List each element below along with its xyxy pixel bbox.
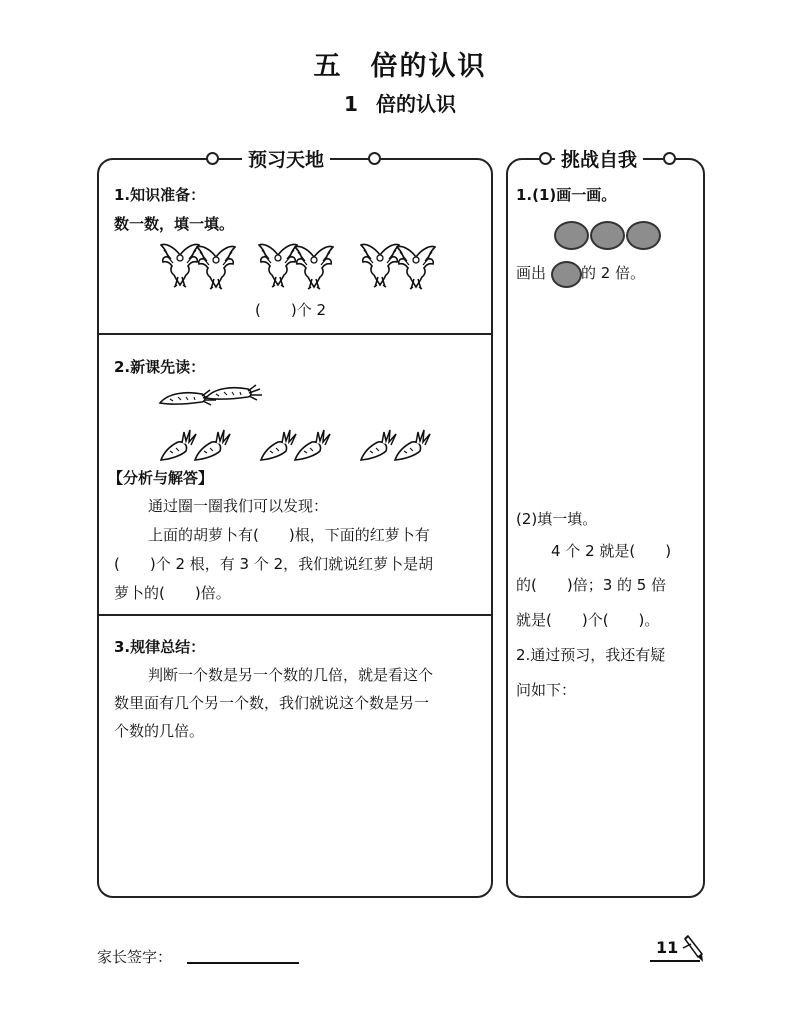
challenge-q2-title: (2)填一填。 <box>516 510 598 528</box>
fill-line[interactable]: 就是( )个( )。 <box>516 611 660 629</box>
section1-instruction: 数一数，填一填。 <box>114 215 235 233</box>
preview-header: 预习天地 <box>242 145 330 172</box>
header-dot-icon <box>663 152 676 165</box>
section1-blank[interactable]: ( )个 2 <box>255 301 327 319</box>
challenge-header: 挑战自我 <box>555 145 643 172</box>
radish-pair-icon <box>358 424 438 464</box>
fill-line[interactable]: 的( )倍；3 的 5 倍 <box>516 576 667 594</box>
analysis-line: 通过圈一圈我们可以发现： <box>148 497 329 515</box>
draw-prefix: 画出 <box>516 264 547 282</box>
analysis-label: 【分析与解答】 <box>108 469 214 487</box>
challenge-q1-title: 1.(1)画一画。 <box>516 186 617 204</box>
carrot-icon <box>204 383 264 405</box>
section-divider <box>97 614 493 616</box>
page-number: 11 <box>656 938 679 957</box>
bird-pair-icon <box>258 240 338 294</box>
question-line: 2.通过预习，我还有疑 <box>516 646 666 664</box>
header-dot-icon <box>206 152 219 165</box>
analysis-line[interactable]: ( )个 2 根，有 3 个 2，我们就说红萝卜是胡 <box>114 555 434 573</box>
header-dot-icon <box>368 152 381 165</box>
rule-line: 个数的几倍。 <box>114 722 205 740</box>
analysis-line[interactable]: 上面的胡萝卜有( )根，下面的红萝卜有 <box>148 526 430 544</box>
gray-circle-icon <box>626 221 661 250</box>
analysis-line[interactable]: 萝卜的( )倍。 <box>114 584 231 602</box>
gray-circle-icon <box>551 261 582 288</box>
draw-suffix: 的 2 倍。 <box>581 264 646 282</box>
bird-pair-icon <box>360 240 440 294</box>
parent-sign-line[interactable] <box>187 962 299 964</box>
parent-sign-label: 家长签字： <box>97 948 173 966</box>
question-line: 问如下： <box>516 681 577 699</box>
rule-line: 判断一个数是另一个数的几倍，就是看这个 <box>148 666 434 684</box>
lesson-title: 1 倍的认识 <box>344 92 456 116</box>
chapter-title: 五 倍的认识 <box>313 51 487 82</box>
section3-title: 3.规律总结： <box>114 638 206 656</box>
fill-line[interactable]: 4 个 2 就是( ) <box>551 542 672 560</box>
gray-circle-icon <box>590 221 625 250</box>
header-dot-icon <box>539 152 552 165</box>
pencil-icon <box>682 934 706 964</box>
gray-circle-icon <box>554 221 589 250</box>
section-divider <box>97 333 493 335</box>
bird-pair-icon <box>160 240 240 294</box>
radish-pair-icon <box>258 424 338 464</box>
radish-pair-icon <box>158 424 238 464</box>
rule-line: 数里面有几个另一个数，我们就说这个数是另一 <box>114 694 430 712</box>
section2-title: 2.新课先读： <box>114 358 206 376</box>
section1-title: 1.知识准备： <box>114 186 206 204</box>
